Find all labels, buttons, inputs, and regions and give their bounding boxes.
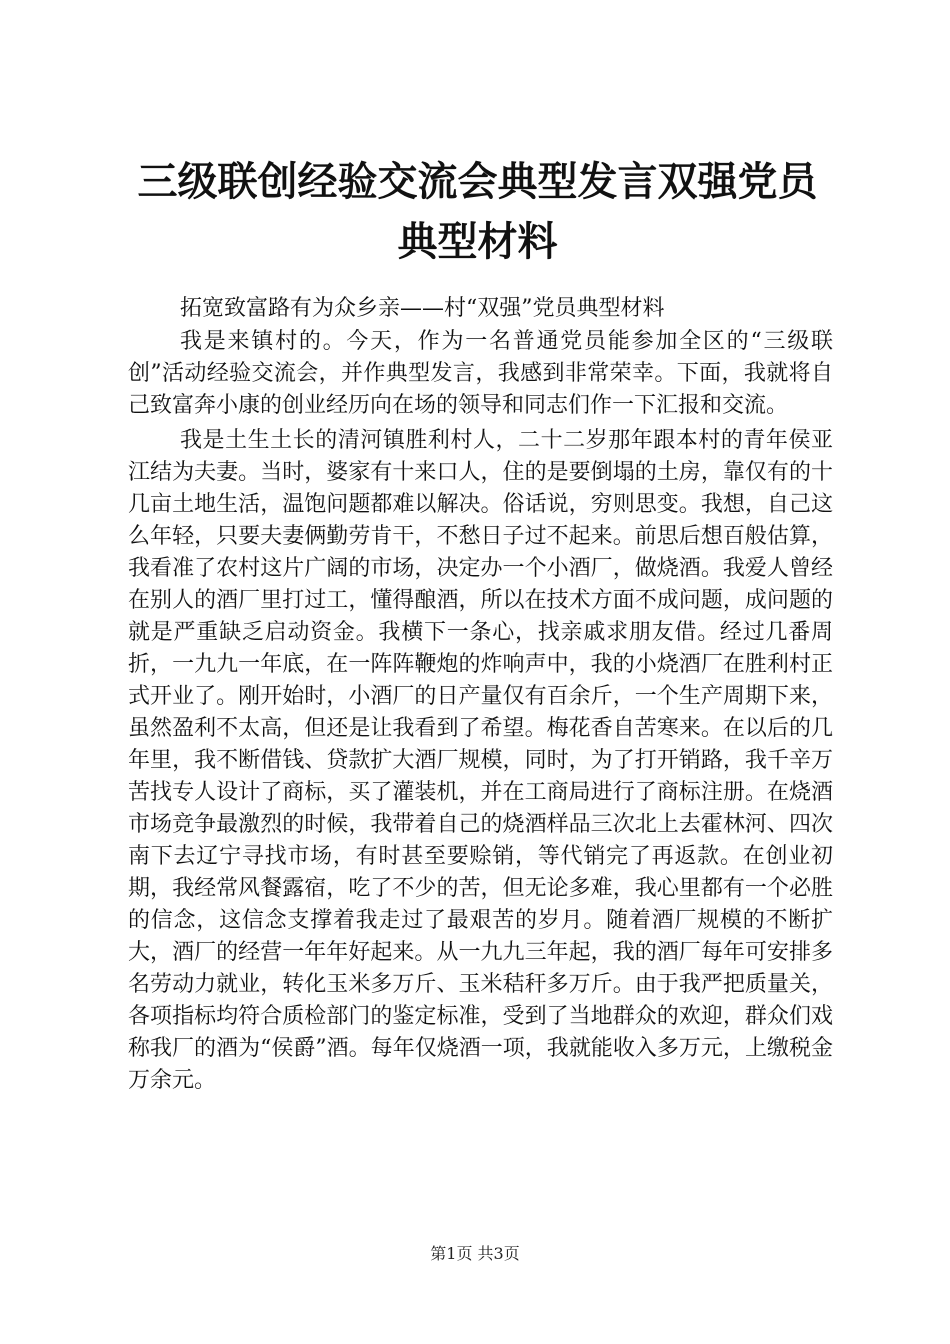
paragraph-story: 我是土生土长的清河镇胜利村人，二十二岁那年跟本村的青年侯亚江结为夫妻。当时，婆家有十来口人，住的是要倒塌的土房，靠仅有的十几亩土地生活，温饱问题都难以解决。俗话说，穷则思变。我想，自己这么年轻，只要夫妻俩勤劳肯干，不愁日子过不起来。前思后想百般估算，我看准了农村这片广阔的市场，决定办一个小酒厂，做烧酒。我爱人曾经在别人的酒厂里打过工，懂得酿酒，所以在技术方面不成问题，成问题的就是严重缺乏启动资金。我横下一条心，找亲戚求朋友借。经过几番周折，一九九一年底，在一阵阵鞭炮的炸响声中，我的小烧酒厂在胜利村正式开业了。刚开始时，小酒厂的日产量仅有百余斤，一个生产周期下来，虽然盈利不太高，但还是让我看到了希望。梅花香自苦寒来。在以后的几年里，我不断借钱、贷款扩大酒厂规模，同时，为了打开销路，我千辛万苦找专人设计了商标，买了灌装机，并在工商局进行了商标注册。在烧酒市场竞争最激烈的时候，我带着自己的烧酒样品三次北上去霍林河、四次南下去辽宁寻找市场，有时甚至要赊销，等代销完了再返款。在创业初期，我经常风餐露宿，吃了不少的苦，但无论多难，我心里都有一个必胜的信念，这信念支撑着我走过了最艰苦的岁月。随着酒厂规模的不断扩大，酒厂的经营一年年好起来。从一九九三年起，我的酒厂每年可安排多名劳动力就业，转化玉米多万斤、玉米秸秆多万斤。由于我严把质量关，各项指标均符合质检部门的鉴定标准，受到了当地群众的欢迎，群众们戏称我厂的酒为“侯爵”酒。每年仅烧酒一项，我就能收入多万元，上缴税金万余元。	[128, 428, 833, 1093]
document-body	[128, 292, 833, 1097]
paragraph-intro: 我是来镇村的。今天，作为一名普通党员能参加全区的“三级联创”活动经验交流会，并作典型发言，我感到非常荣幸。下面，我就将自己致富奔小康的创业经历向在场的领导和同志们作一下汇报和交流。	[128, 329, 833, 418]
document-title: 三级联创经验交流会典型发言双强党员典型材料	[137, 158, 818, 265]
document-subtitle: 拓宽致富路有为众乡亲——村“双强”党员典型材料	[180, 296, 665, 321]
page-number-footer: 第1页 共3页	[430, 1244, 520, 1263]
